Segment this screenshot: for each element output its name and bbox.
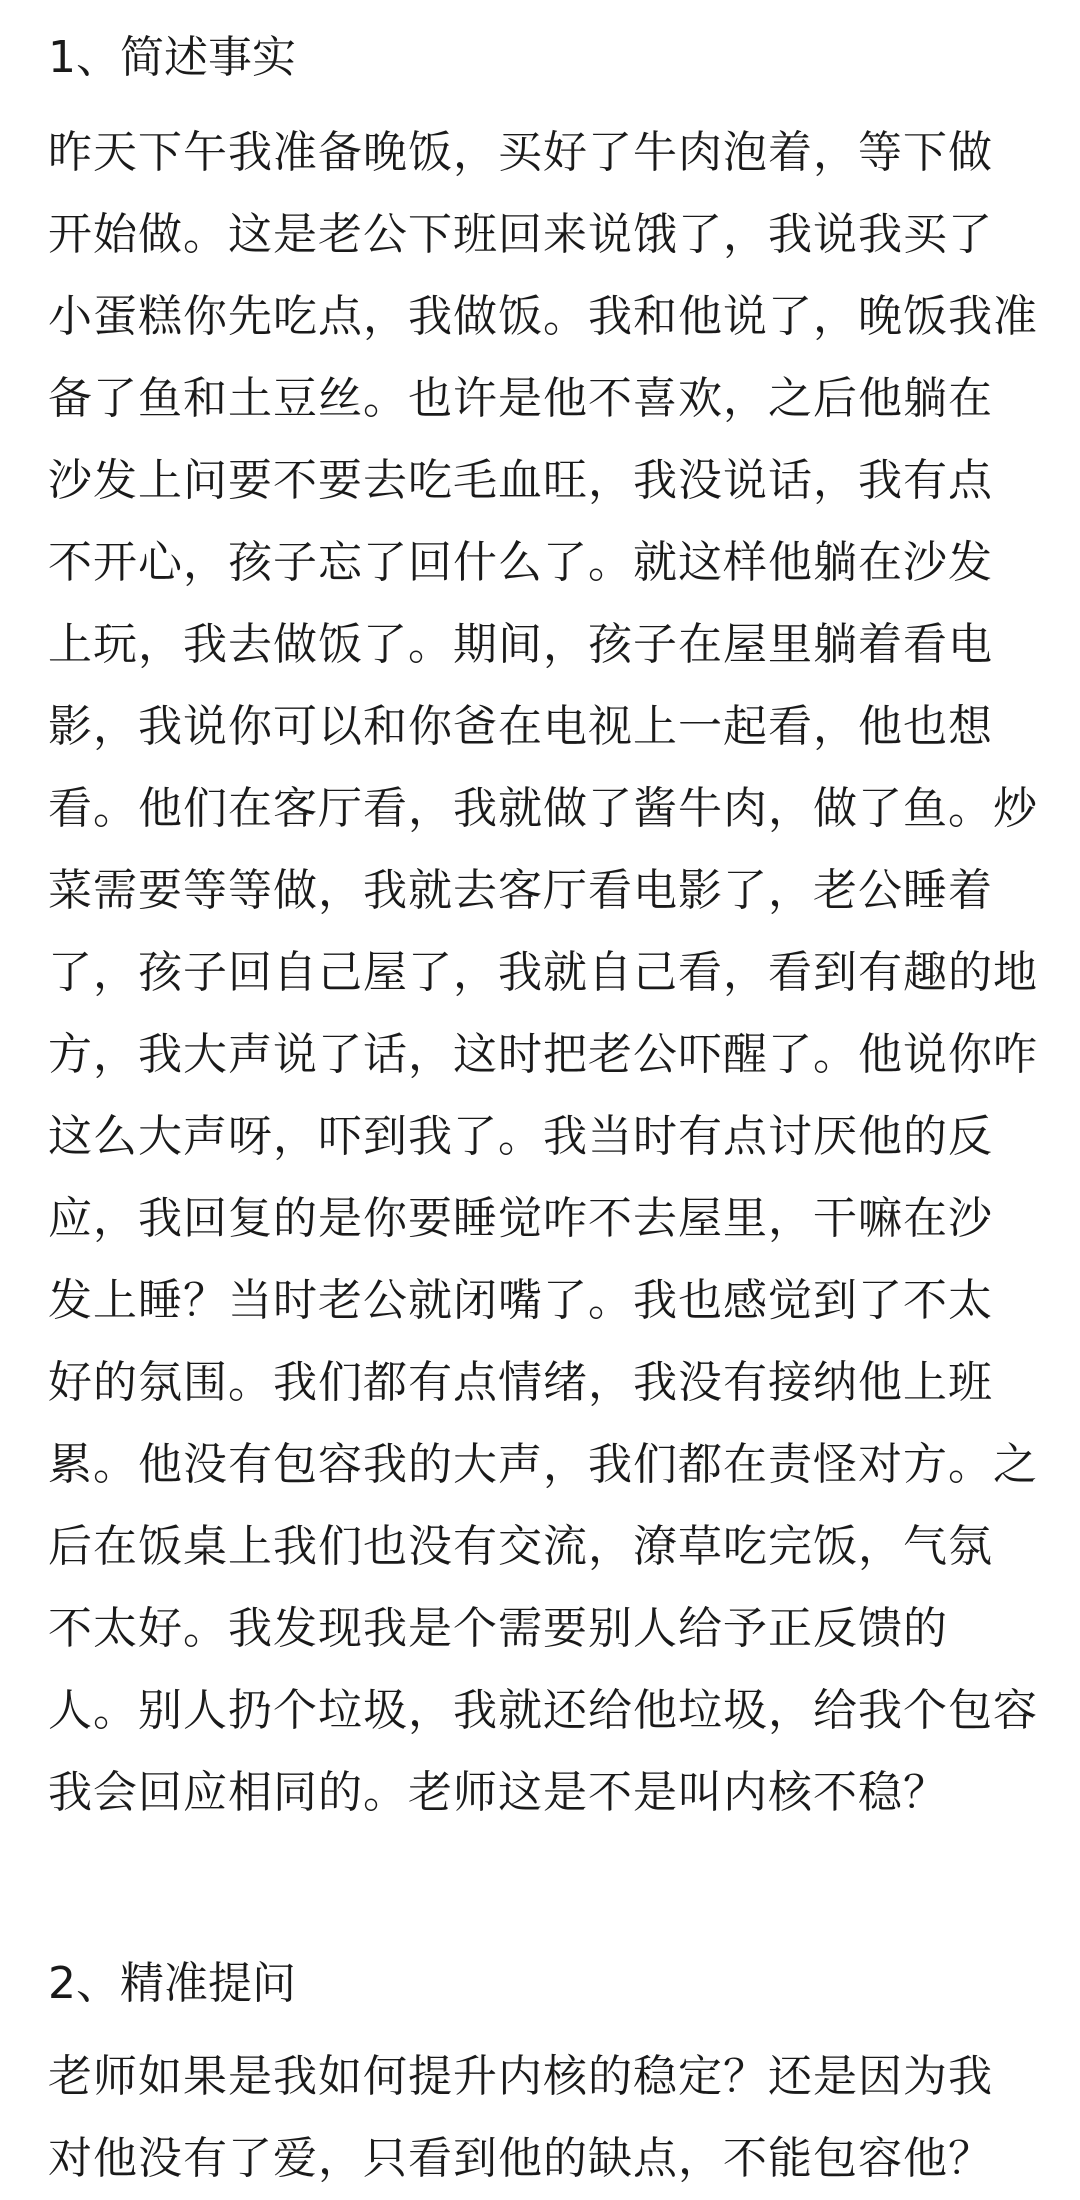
paragraph-line: 沙发上问要不要去吃毛血旺，我没说话，我有点 bbox=[48, 455, 993, 506]
paragraph-line: 这么大声呀，吓到我了。我当时有点讨厌他的反 bbox=[48, 1111, 993, 1162]
post-body bbox=[48, 28, 1038, 2200]
question-paragraph bbox=[48, 2036, 1038, 2200]
paragraph-line: 小蛋糕你先吃点，我做饭。我和他说了，晚饭我准 bbox=[48, 291, 1038, 342]
section-heading-facts: 1、简述事实 bbox=[48, 32, 296, 83]
paragraph-line: 开始做。这是老公下班回来说饿了，我说我买了 bbox=[48, 209, 993, 260]
facts-paragraph bbox=[48, 112, 1038, 1834]
paragraph-line: 人。别人扔个垃圾，我就还给他垃圾，给我个包容 bbox=[48, 1685, 1038, 1736]
paragraph-line: 发上睡？当时老公就闭嘴了。我也感觉到了不太 bbox=[48, 1275, 993, 1326]
paragraph-line: 方，我大声说了话，这时把老公吓醒了。他说你咋 bbox=[48, 1029, 1038, 1080]
paragraph-line: 不太好。我发现我是个需要别人给予正反馈的 bbox=[48, 1603, 948, 1654]
paragraph-line: 菜需要等等做，我就去客厅看电影了，老公睡着 bbox=[48, 865, 993, 916]
paragraph-line: 老师如果是我如何提升内核的稳定？还是因为我 bbox=[48, 2051, 993, 2102]
paragraph-line: 昨天下午我准备晚饭，买好了牛肉泡着，等下做 bbox=[48, 127, 993, 178]
paragraph-line: 上玩，我去做饭了。期间，孩子在屋里躺着看电 bbox=[48, 619, 993, 670]
paragraph-line: 后在饭桌上我们也没有交流，潦草吃完饭，气氛 bbox=[48, 1521, 993, 1572]
paragraph-line: 备了鱼和土豆丝。也许是他不喜欢，之后他躺在 bbox=[48, 373, 993, 424]
paragraph-line: 累。他没有包容我的大声，我们都在责怪对方。之 bbox=[48, 1439, 1038, 1490]
paragraph-line: 好的氛围。我们都有点情绪，我没有接纳他上班 bbox=[48, 1357, 993, 1408]
paragraph-line: 影，我说你可以和你爸在电视上一起看，他也想 bbox=[48, 701, 993, 752]
section-facts bbox=[48, 28, 1038, 1834]
paragraph-line: 不开心，孩子忘了回什么了。就这样他躺在沙发 bbox=[48, 537, 993, 588]
paragraph-line: 对他没有了爱，只看到他的缺点，不能包容他？ bbox=[48, 2133, 993, 2184]
section-heading-question: 2、精准提问 bbox=[48, 1958, 296, 2009]
paragraph-line: 看。他们在客厅看，我就做了酱牛肉，做了鱼。炒 bbox=[48, 783, 1038, 834]
paragraph-line: 应，我回复的是你要睡觉咋不去屋里，干嘛在沙 bbox=[48, 1193, 993, 1244]
paragraph-line: 了，孩子回自己屋了，我就自己看，看到有趣的地 bbox=[48, 947, 1038, 998]
paragraph-line: 我会回应相同的。老师这是不是叫内核不稳？ bbox=[48, 1767, 948, 1818]
section-question bbox=[48, 1954, 1038, 2200]
